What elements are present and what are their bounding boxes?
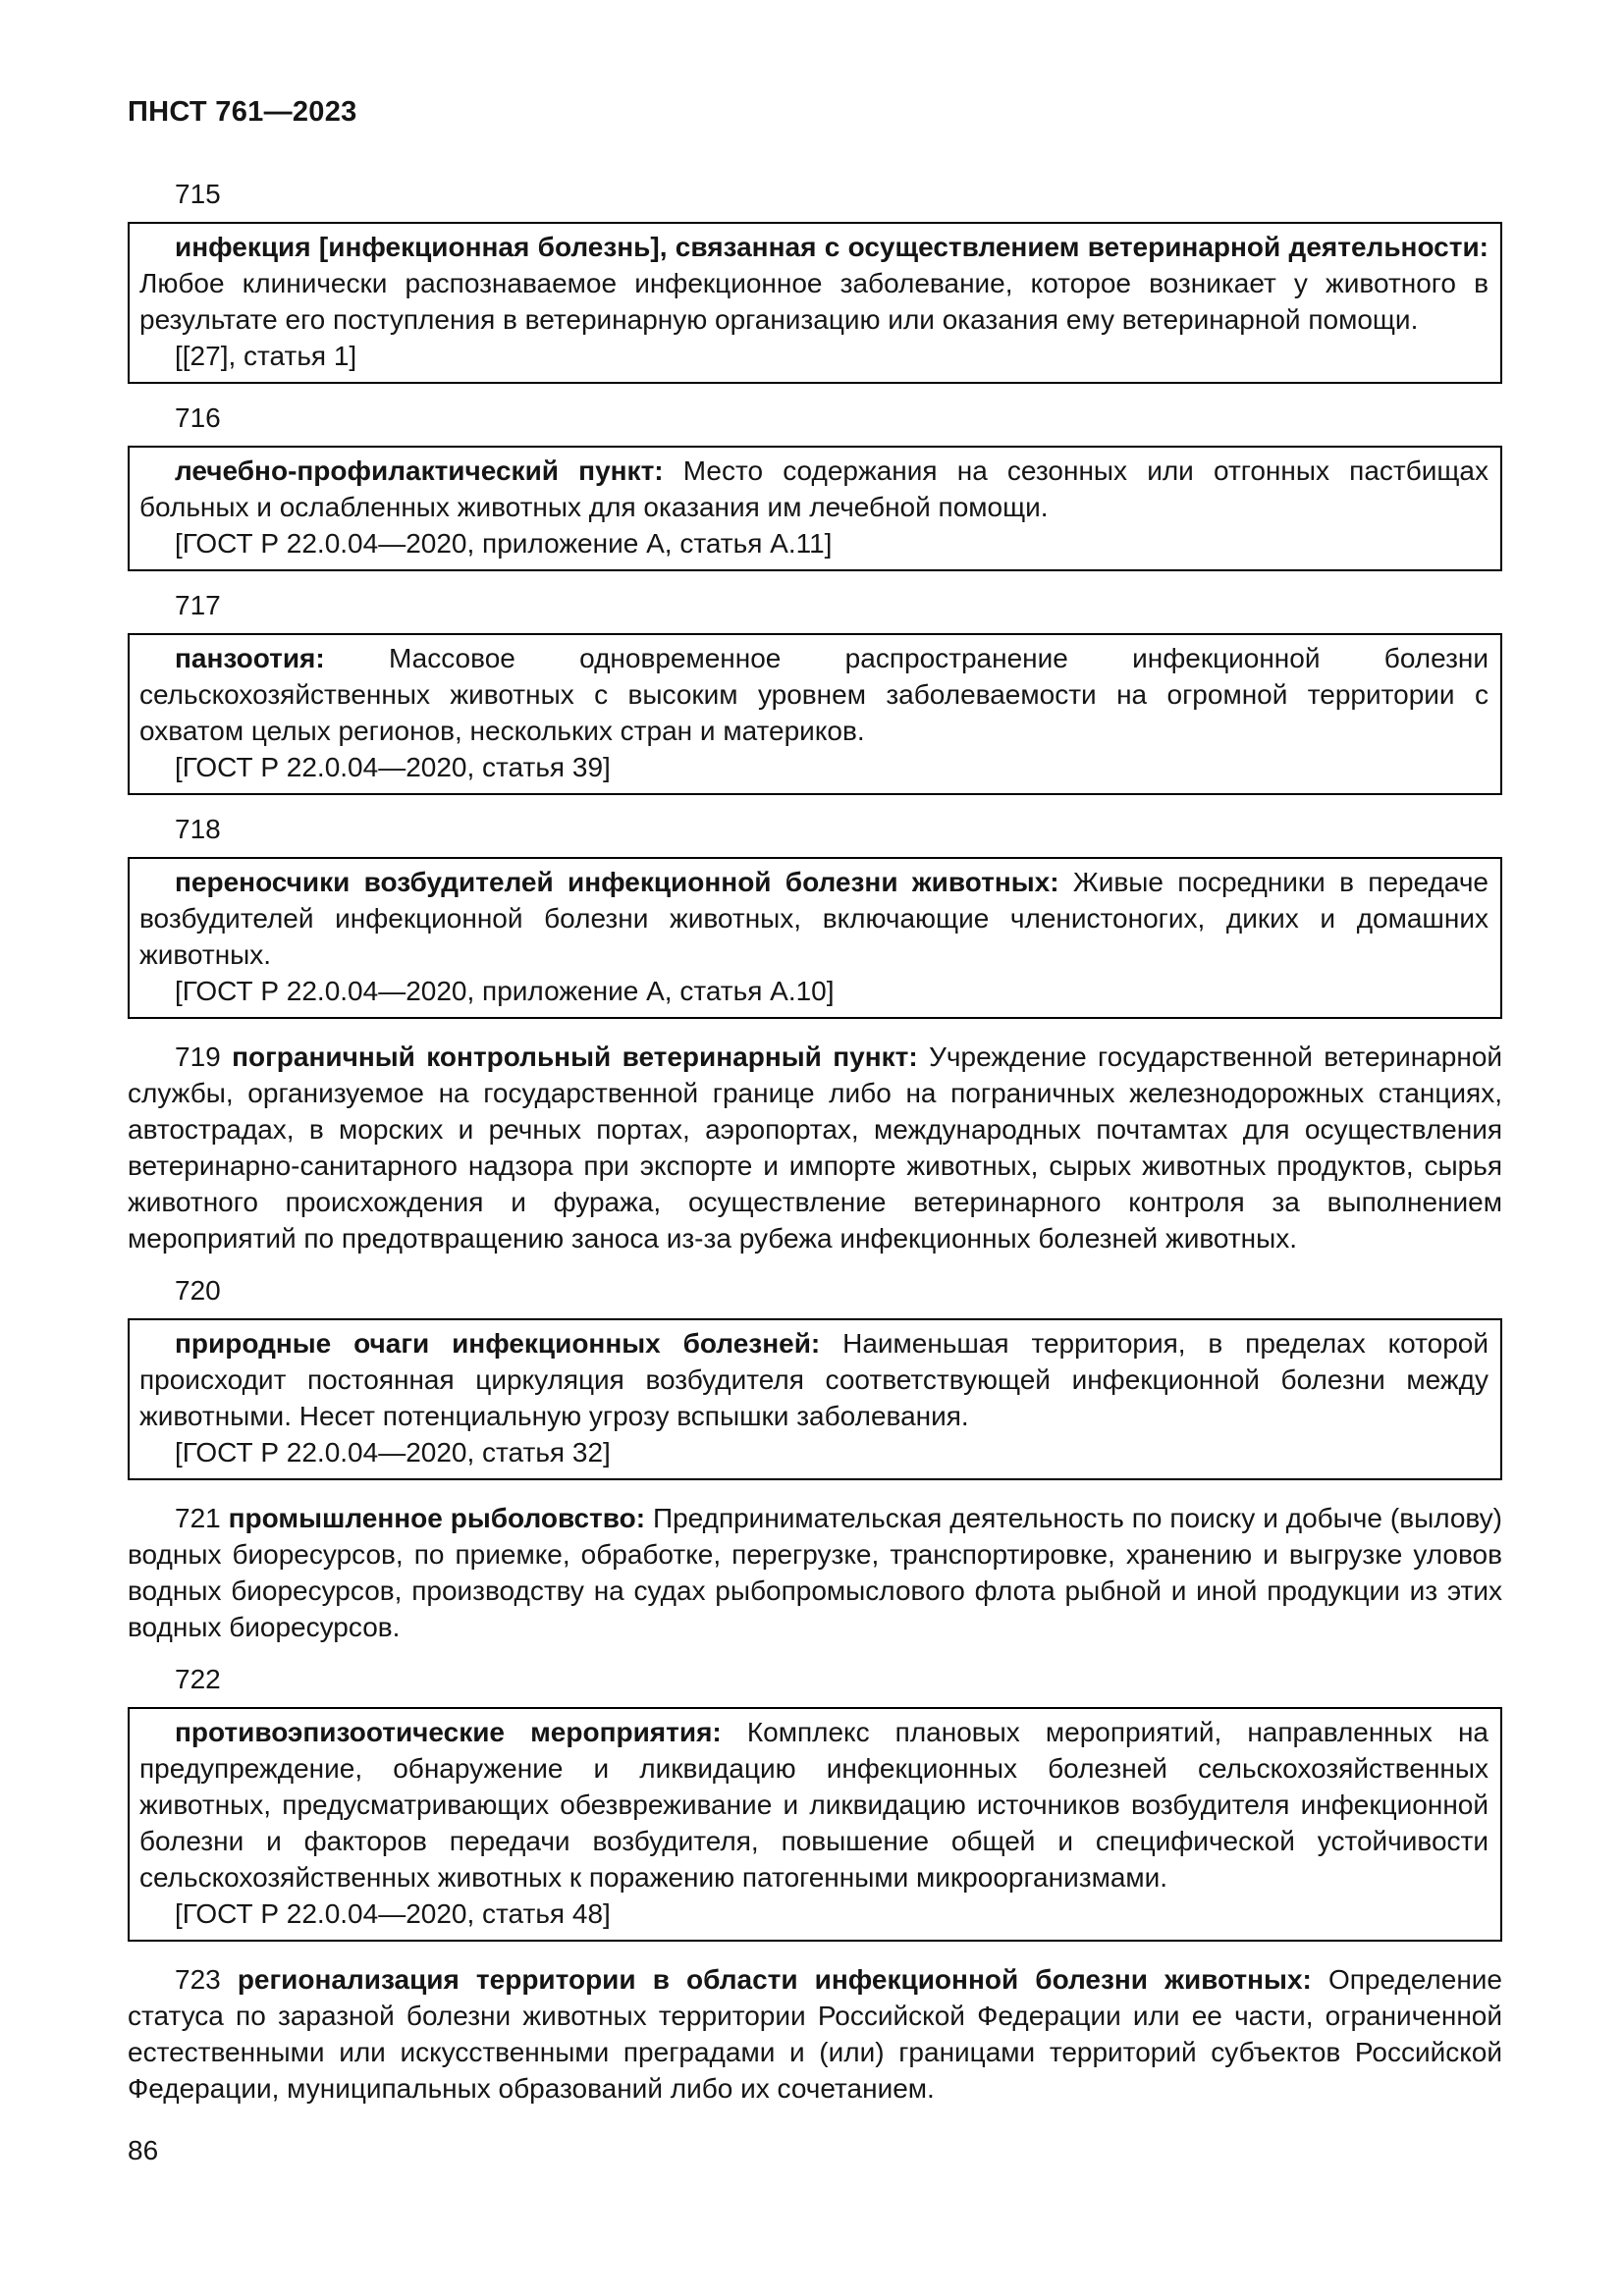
entry-number: 721 (175, 1503, 221, 1533)
term: промышленное рыболовство: (228, 1503, 646, 1533)
definition-text (139, 640, 1489, 749)
definition: Комплекс плановых мероприятий, направленных на предупреждение, обнаружение и ликвидацию инфекционных болезней сельскохозяйственных животных, предусматривающих обезвреживание и ликвидацию источников возбудителя инфекционной болезни и факторов передачи возбудителя, повышение общей и специфической устойчивости сельскохозяйственных животных к поражению патогенными микроорганизмами. (139, 1717, 1489, 1893)
source-reference: [[27], статья 1] (175, 341, 357, 371)
entry-number: 717 (175, 590, 221, 620)
term: регионализация территории в области инфекционной болезни животных: (237, 1964, 1312, 1995)
source-reference: [ГОСТ Р 22.0.04—2020, приложение А, статья А.11] (175, 528, 833, 559)
entry-number: 718 (175, 814, 221, 844)
definition-box (128, 222, 1502, 384)
definition-box (128, 857, 1502, 1019)
definition-box (128, 1318, 1502, 1480)
term: панзоотия: (175, 643, 325, 673)
entry-number: 723 (175, 1964, 221, 1995)
entry (128, 1272, 1502, 1480)
entry (128, 176, 1502, 384)
entry (128, 1661, 1502, 1942)
entry (128, 400, 1502, 571)
definition: Учреждение государственной ветеринарной службы, организуемое на государственной границе либо на пограничных железнодорожных станциях, автострадах, в морских и речных портах, аэропортах, международных почтамтах для осуществления ветеринарно-санитарного надзора при экспорте и импорте животных, сырых животных продуктов, сырья животного происхождения и фуража, осуществление ветеринарного контроля за выполнением мероприятий по предотвращению заноса из-за рубежа инфекционных болезней животных. (128, 1041, 1503, 1254)
definition: Место содержания на сезонных или отгонных пастбищах больных и ослабленных животных для оказания им лечебной помощи. (139, 455, 1489, 522)
definition-text (139, 1714, 1489, 1896)
entry-number: 719 (175, 1041, 221, 1072)
entry (128, 1961, 1502, 2107)
definition-text (128, 1039, 1502, 1256)
source-reference: [ГОСТ Р 22.0.04—2020, статья 48] (175, 1898, 611, 1929)
definition: Массовое одновременное распространение инфекционной болезни сельскохозяйственных животных с высоким уровнем заболеваемости на огромной территории с охватом целых регионов, нескольких стран и материков. (139, 643, 1489, 746)
entry-number: 722 (175, 1664, 221, 1694)
definition-box (128, 1707, 1502, 1942)
definition-text (139, 864, 1489, 973)
definition-box (128, 446, 1502, 571)
definition-text (139, 229, 1489, 338)
document-header: ПНСТ 761—2023 (128, 96, 357, 128)
definition: Предпринимательская деятельность по поиску и добыче (вылову) водных биоресурсов, по приемке, обработке, перегрузке, транспортировке, хранению и выгрузке уловов водных биоресурсов, производству на судах рыбопромыслового флота рыбной и иной продукции из этих водных биоресурсов. (128, 1503, 1503, 1642)
entry (128, 587, 1502, 795)
source-reference: [ГОСТ Р 22.0.04—2020, статья 32] (175, 1437, 611, 1468)
entry-number: 715 (175, 179, 221, 209)
definition-text (139, 1325, 1489, 1434)
term: пограничный контрольный ветеринарный пункт: (232, 1041, 918, 1072)
entry (128, 1500, 1502, 1645)
page-number: 86 (128, 2135, 159, 2165)
definition: Любое клинически распознаваемое инфекционное заболевание, которое возникает у животного в результате его поступления в ветеринарную организацию или оказания ему ветеринарной помощи. (139, 268, 1489, 335)
definition-text (139, 453, 1489, 525)
definition: Наименьшая территория, в пределах которой происходит постоянная циркуляция возбудителя соответствующей инфекционной болезни между животными. Несет потенциальную угрозу вспышки заболевания. (139, 1328, 1489, 1431)
term: противоэпизоотические мероприятия: (175, 1717, 722, 1747)
entry (128, 811, 1502, 1019)
definition-text (128, 1500, 1502, 1645)
definition-text (128, 1961, 1502, 2107)
definition: Определение статуса по заразной болезни животных территории Российской Федерации или ее части, ограниченной естественными или искусственными преградами и (или) границами территорий субъектов Российской Федерации, муниципальных образований либо их сочетанием. (128, 1964, 1502, 2104)
entry-number: 716 (175, 402, 221, 433)
term: лечебно-профилактический пункт: (175, 455, 664, 486)
source-reference: [ГОСТ Р 22.0.04—2020, статья 39] (175, 752, 611, 782)
term: природные очаги инфекционных болезней: (175, 1328, 821, 1359)
entry-number: 720 (175, 1275, 221, 1306)
term: инфекция [инфекционная болезнь], связанная с осуществлением ветеринарной деятельности: (175, 232, 1489, 262)
definition-box (128, 633, 1502, 795)
definition: Живые посредники в передаче возбудителей инфекционной болезни животных, включающие членистоногих, диких и домашних животных. (139, 867, 1489, 970)
entry (128, 1039, 1502, 1256)
term: переносчики возбудителей инфекционной болезни животных: (175, 867, 1059, 897)
source-reference: [ГОСТ Р 22.0.04—2020, приложение А, статья А.10] (175, 976, 835, 1006)
